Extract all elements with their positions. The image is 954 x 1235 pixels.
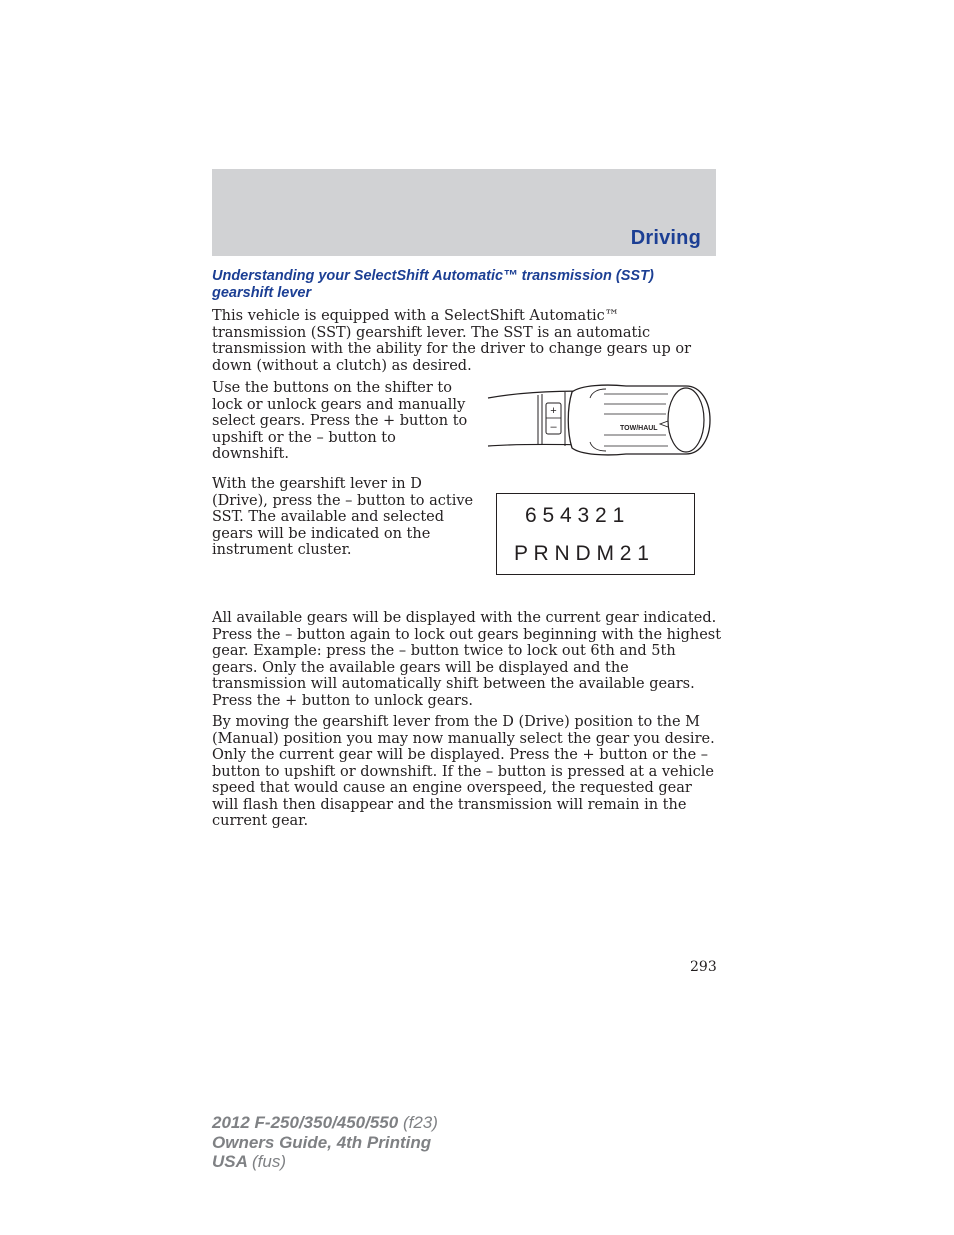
paragraph-intro: This vehicle is equipped with a SelectShift Automatic™ transmission (SST) gearshift lever. The SST is an automatic transmission with the ability for the driver to change gears up or down (without a clutch) as desired. (212, 308, 692, 374)
gear-numbers-row: 6 5 4 3 2 1 (525, 504, 625, 527)
section-heading: Understanding your SelectShift Automatic™ transmission (SST) gearshift lever (212, 268, 654, 301)
plus-label: + (550, 405, 557, 417)
paragraph-shifter-buttons: Use the buttons on the shifter to lock or unlock gears and manually select gears. Press the + button to upshift or the – button to downshift. (212, 380, 468, 462)
paragraph-activate-sst: With the gearshift lever in D (Drive), press the – button to active SST. The available and selected gears will be indicated on the instrument cluster. (212, 476, 474, 558)
page-number: 293 (690, 959, 717, 975)
paragraph-manual-mode: By moving the gearshift lever from the D (Drive) position to the M (Manual) position you may now manually select the gear you desire. Only the current gear will be displayed. Press the + button or the – button to upshift or downshift. If the – button is pressed at a vehicle speed that would cause an engine overspeed, the requested gear will flash then disappear and the transmission will remain in the current gear. (212, 714, 715, 829)
footer-model-code: (f23) (402, 1113, 438, 1132)
gear-positions-row: P R N D M 2 1 (514, 542, 649, 565)
gearshift-lever-illustration (486, 384, 714, 456)
footer-region: USA (212, 1152, 248, 1171)
footer-region-code: (fus) (252, 1152, 286, 1171)
gear-display-panel (496, 493, 695, 575)
footer-line-3 (212, 1152, 438, 1172)
minus-label: – (550, 421, 557, 433)
chapter-header-band (212, 169, 716, 256)
paragraph-available-gears: All available gears will be displayed with the current gear indicated. Press the – button again to lock out gears beginning with the highest gear. Example: press the – button twice to lock out 6th and 5th gears. Only the available gears will be displayed and the transmission will automatically shift between the available gears. Press the + button to unlock gears. (212, 610, 722, 709)
document-footer (212, 1113, 438, 1172)
footer-line-2: Owners Guide, 4th Printing (212, 1132, 432, 1152)
chapter-title: Driving (630, 227, 701, 249)
tow-haul-label: TOW/HAUL (620, 425, 658, 432)
footer-model: 2012 F-250/350/450/550 (212, 1113, 399, 1132)
footer-line-1 (212, 1113, 438, 1133)
